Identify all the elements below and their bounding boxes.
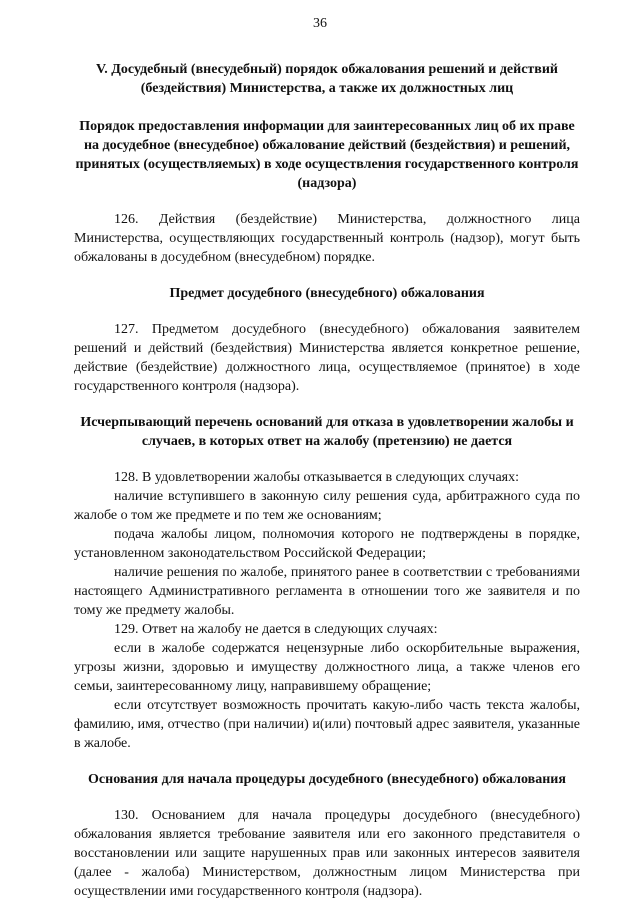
paragraph: 128. В удовлетворении жалобы отказывается в следующих случаях: <box>114 470 520 485</box>
paragraph: наличие вступившего в законную силу решения суда, арбитражного суда по жалобе о том же предмете и по тем же основаниям; <box>74 489 580 523</box>
paragraph: если в жалобе содержатся нецензурные либо оскорбительные выражения, угрозы жизни, здоровью и имуществу должностного лица, а также членов его семьи, заинтересованному лицу, направившему обращение; <box>74 641 580 694</box>
paragraph: 126. Действия (бездействие) Министерства, должностного лица Министерства, осуществляющих государственный контроль (надзор), могут быть обжалованы в досудебном (внесудебном) порядке. <box>74 212 580 265</box>
section-heading: Основания для начала процедуры досудебного (внесудебного) обжалования <box>88 772 566 787</box>
paragraph: 130. Основанием для начала процедуры досудебного (внесудебного) обжалования является требование заявителя или его законного представителя о восстановлении или защите нарушенных прав или законных интересов заявителя (далее - жалоба) Министерством, должностным лицом Министерства при осуществлении ими государственного контроля (надзора). <box>74 808 580 899</box>
section-heading: Порядок предоставления информации для заинтересованных лиц об их праве на досудебное (внесудебное) обжалование действий (бездействия) и решений, принятых (осуществляемых) в ходе осуществления государственного контроля (надзора) <box>75 119 579 191</box>
paragraph: наличие решения по жалобе, принятого ранее в соответствии с требованиями настоящего Административного регламента в отношении того же заявителя и по тому же предмету жалобы. <box>74 565 580 618</box>
section-heading: Предмет досудебного (внесудебного) обжалования <box>169 286 485 301</box>
paragraph: если отсутствует возможность прочитать какую-либо часть текста жалобы, фамилию, имя, отчество (при наличии) и(или) почтовый адрес заявителя, указанные в жалобе. <box>74 698 580 751</box>
chapter-title: V. Досудебный (внесудебный) порядок обжалования решений и действий (бездействия) Министерства, а также их должностных лиц <box>95 62 558 96</box>
page-number: 36 <box>313 16 327 31</box>
section-heading: Исчерпывающий перечень оснований для отказа в удовлетворении жалобы и случаев, в которых ответ на жалобу (претензию) не дается <box>80 415 574 449</box>
paragraph: 127. Предметом досудебного (внесудебного) обжалования заявителем решений и действий (бездействия) Министерства является конкретное решение, действие (бездействие) должностного лица, осуществляемое (принятое) в ходе государственного контроля (надзора). <box>74 322 580 394</box>
page-content <box>74 60 580 901</box>
paragraph: 129. Ответ на жалобу не дается в следующих случаях: <box>114 622 438 637</box>
paragraph: подача жалобы лицом, полномочия которого не подтверждены в порядке, установленном законодательством Российской Федерации; <box>74 527 580 561</box>
